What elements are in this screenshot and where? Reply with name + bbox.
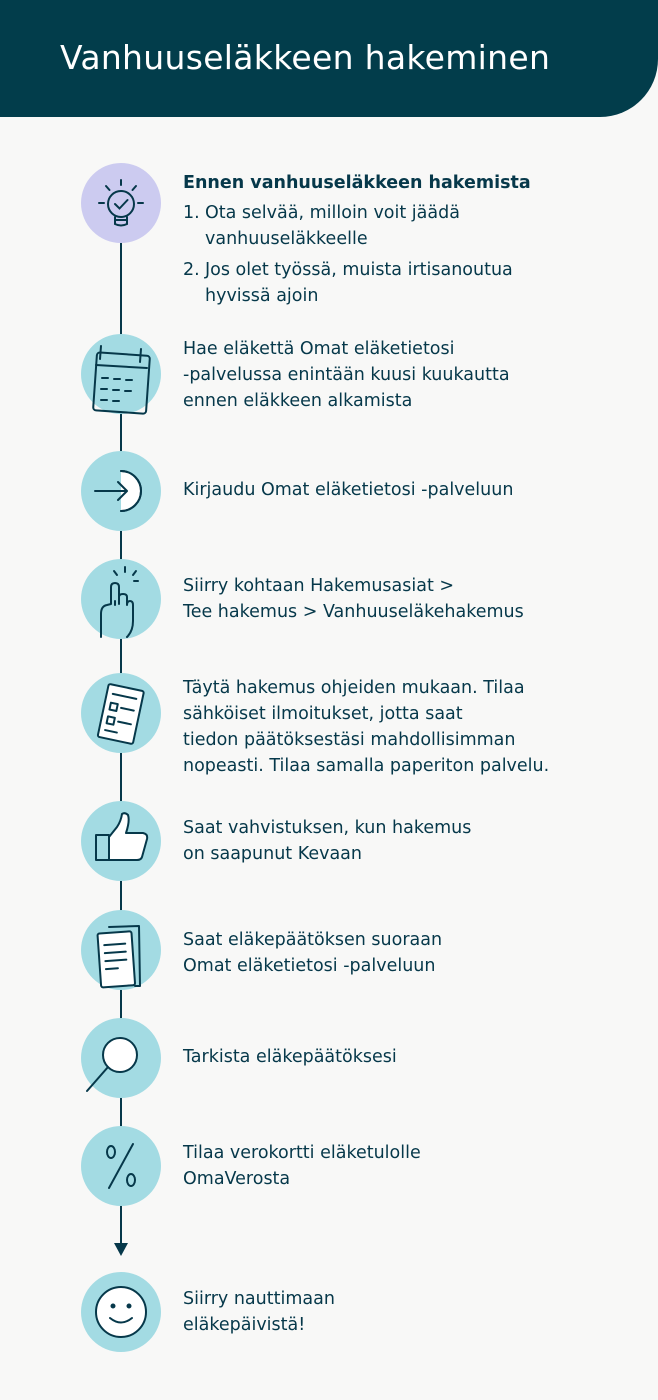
list-item [183, 257, 531, 309]
step-9-icon-circle [81, 1126, 161, 1206]
page-header [0, 0, 658, 117]
step-1-heading: Ennen vanhuuseläkkeen hakemista [183, 173, 531, 193]
step-5-line: tiedon päätöksestäsi mahdollisimman [183, 730, 516, 750]
step-10-icon-circle [81, 1272, 161, 1352]
step-5-icon-circle [81, 673, 161, 753]
step-3-line: Kirjaudu Omat eläketietosi -palveluun [183, 480, 514, 500]
list-item-line: vanhuuseläkkeelle [205, 229, 368, 249]
step-4-text [183, 573, 524, 625]
step-6-text [183, 815, 471, 867]
step-6-line: on saapunut Kevaan [183, 844, 362, 864]
step-6-icon-circle [81, 801, 161, 881]
step-1-icon-circle [81, 163, 161, 243]
calendar-icon [81, 334, 161, 414]
thumbs-up-icon [81, 801, 161, 881]
step-4-icon-circle [81, 559, 161, 639]
step-2-line: Hae eläkettä Omat eläketietosi [183, 339, 455, 359]
step-5-line: Täytä hakemus ohjeiden mukaan. Tilaa [183, 678, 525, 698]
list-item-line: Jos olet työssä, muista irtisanoutua [205, 260, 513, 280]
step-10-line: Siirry nauttimaan [183, 1289, 335, 1309]
step-10-line: eläkepäivistä! [183, 1315, 306, 1335]
step-5-line: nopeasti. Tilaa samalla paperiton palvelu. [183, 756, 550, 776]
step-9-line: OmaVerosta [183, 1169, 291, 1189]
step-1-list [183, 200, 531, 309]
step-7-icon-circle [81, 910, 161, 990]
lightbulb-icon [81, 163, 161, 243]
step-4-line: Siirry kohtaan Hakemusasiat > [183, 576, 455, 596]
step-9-text [183, 1140, 421, 1192]
step-2-line: ennen eläkkeen alkamista [183, 391, 413, 411]
step-7-line: Saat eläkepäätöksen suoraan [183, 930, 443, 950]
step-8-text [183, 1044, 397, 1070]
list-item-number: 1. [183, 203, 200, 223]
form-icon [81, 673, 161, 753]
list-item-number: 2. [183, 260, 200, 280]
list-item-line: hyvissä ajoin [205, 286, 319, 306]
step-2-text [183, 336, 510, 414]
step-5-text [183, 675, 549, 779]
list-item-line: Ota selvää, milloin voit jäädä [205, 203, 460, 223]
step-3-icon-circle [81, 451, 161, 531]
percent-icon [81, 1126, 161, 1206]
step-6-line: Saat vahvistuksen, kun hakemus [183, 818, 472, 838]
step-8-icon-circle [81, 1018, 161, 1098]
smiley-icon [81, 1272, 161, 1352]
step-3-text [183, 477, 513, 503]
step-5-line: sähköiset ilmoitukset, jotta saat [183, 704, 463, 724]
pointing-hand-icon [81, 559, 161, 639]
step-7-line: Omat eläketietosi -palveluun [183, 956, 436, 976]
document-icon [81, 910, 161, 990]
step-2-icon-circle [81, 334, 161, 414]
step-4-line: Tee hakemus > Vanhuuseläkehakemus [183, 602, 524, 622]
timeline-arrow-icon [114, 1243, 128, 1256]
page-title: Vanhuuseläkkeen hakeminen [60, 38, 551, 77]
step-10-text [183, 1286, 335, 1338]
list-item [183, 200, 531, 252]
step-2-line: -palvelussa enintään kuusi kuukautta [183, 365, 510, 385]
step-1-text [183, 170, 531, 314]
step-9-line: Tilaa verokortti eläketulolle [183, 1143, 421, 1163]
magnifier-icon [81, 1018, 161, 1098]
step-8-line: Tarkista eläkepäätöksesi [183, 1047, 397, 1067]
login-arrow-icon [81, 451, 161, 531]
step-7-text [183, 927, 442, 979]
